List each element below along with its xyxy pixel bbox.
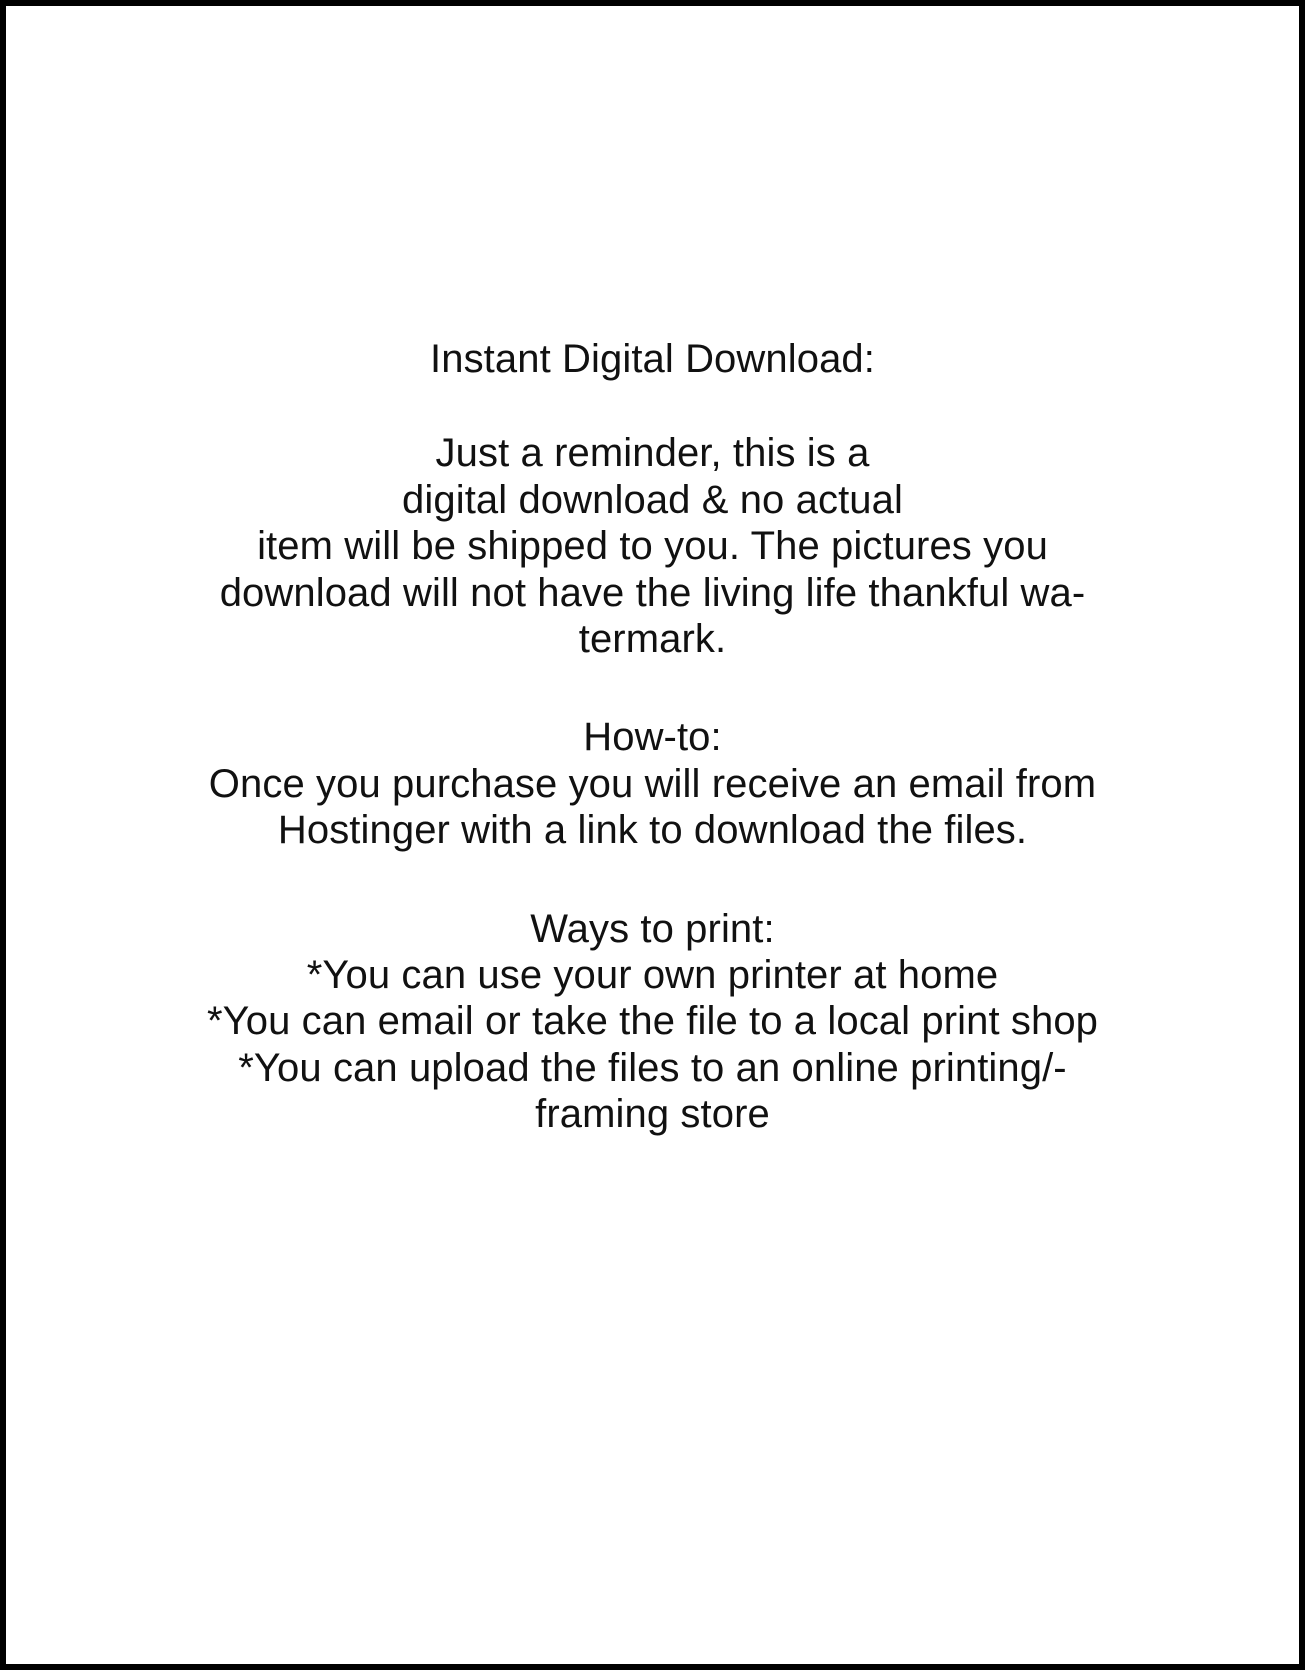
section-ways-to-print [78,906,1228,1138]
section-reminder [78,430,1228,662]
body-line: digital download & no actual [402,477,903,522]
body-line: *You can upload the files to an online printing/- [238,1045,1067,1090]
body-line: download will not have the living life thankful wa- [219,570,1086,615]
body-line: Just a reminder, this is a [435,431,870,476]
section-instant-digital-download [78,336,1228,382]
section-heading: Instant Digital Download: [430,337,875,381]
spacer [78,854,1228,906]
page-inner [6,6,1299,1664]
body-line: termark. [578,616,727,661]
body-line: *You can email or take the file to a local print shop [206,999,1099,1044]
body-line: Hostinger with a link to download the files. [277,808,1028,853]
body-line: Once you purchase you will receive an email from [208,761,1097,806]
document-text-body [78,336,1228,1137]
section-heading: How-to: [583,715,722,760]
section-heading: Ways to print: [530,906,775,951]
body-line: framing store [535,1092,770,1137]
body-line: item will be shipped to you. The pictures you [257,524,1048,569]
spacer [78,662,1228,714]
spacer [78,382,1228,430]
body-line: *You can use your own printer at home [306,952,999,997]
section-how-to [78,714,1228,853]
